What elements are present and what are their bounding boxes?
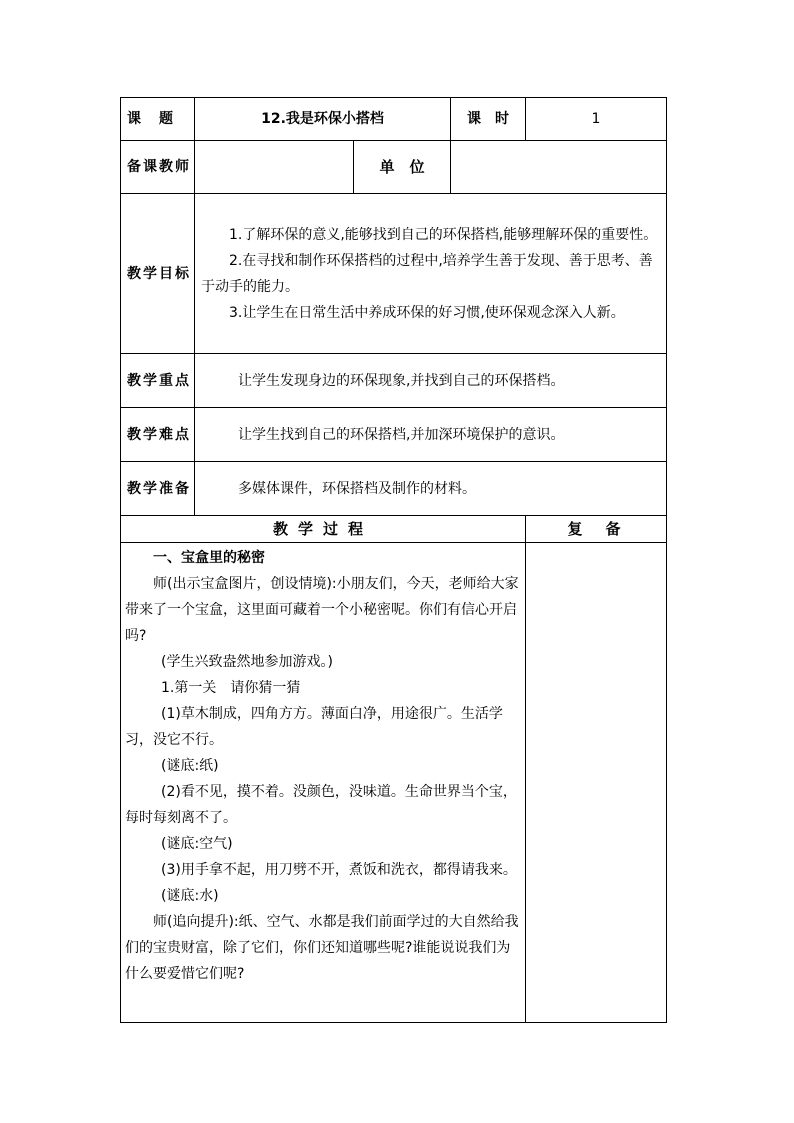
prep-cell	[195, 462, 667, 516]
period-value: 1	[526, 98, 667, 141]
focus-label: 教学重点	[121, 354, 195, 408]
process-section-title: 一、宝盒里的秘密	[153, 550, 265, 566]
teacher-label: 备课教师	[121, 141, 195, 194]
process-line: (3)用手拿不起，用刀劈不开，煮饭和洗衣，都得请我来。	[161, 862, 517, 878]
row-difficulty	[121, 408, 667, 462]
prep-label: 教学准备	[121, 462, 195, 516]
row-goals	[121, 194, 667, 354]
review-content	[526, 543, 667, 1023]
period-label: 课 时	[451, 98, 526, 141]
row-process-header	[121, 516, 667, 543]
topic-value: 12.我是环保小搭档	[195, 98, 451, 141]
goal-item-1: 1.了解环保的意义,能够找到自己的环保搭档,能够理解环保的重要性。	[229, 226, 658, 243]
process-content	[121, 543, 526, 1023]
process-header: 教学过程	[121, 516, 526, 543]
row-focus	[121, 354, 667, 408]
goal-item-3: 3.让学生在日常生活中养成环保的好习惯,使环保观念深入人新。	[229, 304, 625, 321]
process-line: (谜底:纸)	[161, 758, 219, 774]
process-line: 师(追向提升):纸、空气、水都是我们前面学过的大自然给我们的宝贵财富，除了它们，你们还知道哪些呢?谁能说说我们为什么要爱惜它们呢?	[125, 914, 519, 982]
difficulty-text: 让学生找到自己的环保搭档,并加深环境保护的意识。	[238, 426, 565, 443]
review-header: 复 备	[526, 516, 667, 543]
lesson-plan-table	[120, 97, 667, 1023]
goals-label: 教学目标	[121, 194, 195, 354]
focus-cell	[195, 354, 667, 408]
process-line: (谜底:水)	[161, 888, 219, 904]
row-teacher	[121, 141, 667, 194]
process-line: 师(出示宝盒图片，创设情境):小朋友们，今天，老师给大家带来了一个宝盒，这里面可藏着一个小秘密呢。你们有信心开启吗?	[125, 576, 519, 644]
unit-value	[451, 141, 667, 194]
process-line: (谜底:空气)	[161, 836, 233, 852]
row-prep	[121, 462, 667, 516]
process-line: (2)看不见，摸不着。没颜色，没味道。生命世界当个宝，每时每刻离不了。	[125, 784, 517, 826]
row-process-body	[121, 543, 667, 1023]
difficulty-label: 教学难点	[121, 408, 195, 462]
topic-label: 课 题	[121, 98, 195, 141]
teacher-value	[195, 141, 354, 194]
process-line: (学生兴致盎然地参加游戏。)	[161, 654, 333, 670]
process-line: 1.第一关 请你猜一猜	[161, 680, 301, 696]
difficulty-cell	[195, 408, 667, 462]
focus-text: 让学生发现身边的环保现象,并找到自己的环保搭档。	[238, 372, 565, 389]
row-topic	[121, 98, 667, 141]
process-line: (1)草木制成，四角方方。薄面白净，用途很广。生活学习，没它不行。	[125, 706, 503, 748]
prep-text: 多媒体课件，环保搭档及制作的材料。	[238, 480, 476, 497]
goal-item-2: 2.在寻找和制作环保搭档的过程中,培养学生善于发现、善于思考、善于动手的能力。	[201, 252, 653, 295]
unit-label: 单 位	[354, 141, 451, 194]
goals-content	[195, 194, 667, 354]
